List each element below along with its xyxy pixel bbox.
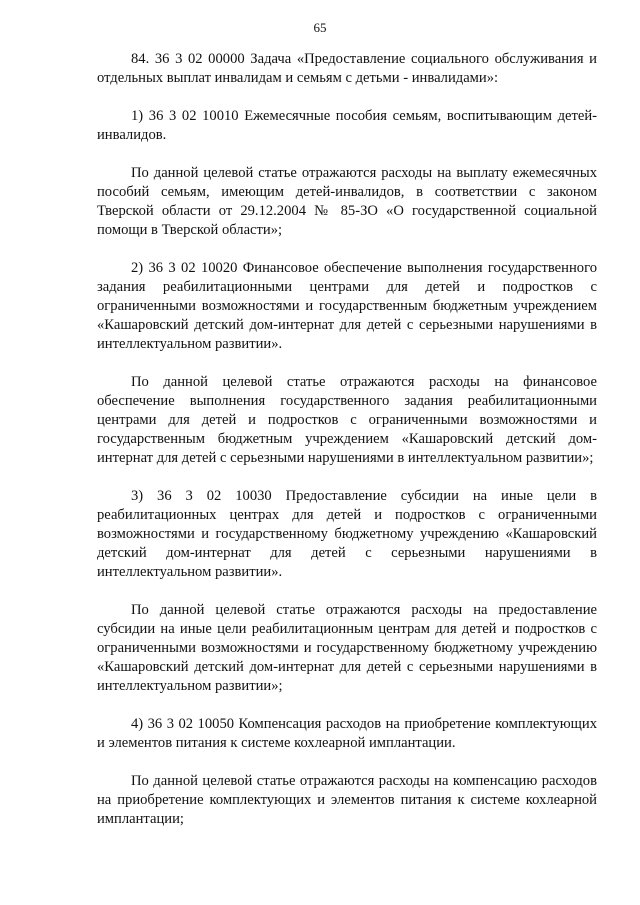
page-number: 65 bbox=[313, 20, 327, 35]
document-body bbox=[97, 50, 597, 848]
paragraph-item-3: 3) 36 3 02 10030 Предоставление субсидии на иные цели в реабилитационных центрах для детей и подростков с ограниченными возможностями и государственному бюджетному учреждению «Кашаровский детский дом-интернат для детей с серьезными нарушениями в интеллектуальном развитии». bbox=[97, 488, 597, 580]
paragraph-item-4-description: По данной целевой статье отражаются расходы на компенсацию расходов на приобретение комплектующих и элементов питания к системе кохлеарной имплантации; bbox=[97, 773, 597, 827]
paragraph-item-1: 1) 36 3 02 10010 Ежемесячные пособия семьям, воспитывающим детей-инвалидов. bbox=[97, 108, 597, 143]
paragraph-item-3-description: По данной целевой статье отражаются расходы на предоставление субсидии на иные цели реабилитационным центрам для детей и подростков с ограниченными возможностями и государственному бюджетному учреждению «Кашаровский детский дом-интернат для детей с серьезными нарушениями в интеллектуальном развитии»; bbox=[97, 602, 597, 694]
paragraph-task-84: 84. 36 3 02 00000 Задача «Предоставление социального обслуживания и отдельных выплат инвалидам и семьям с детьми - инвалидами»: bbox=[97, 51, 597, 86]
paragraph-item-4: 4) 36 3 02 10050 Компенсация расходов на приобретение комплектующих и элементов питания к системе кохлеарной имплантации. bbox=[97, 716, 597, 751]
paragraph-item-1-description: По данной целевой статье отражаются расходы на выплату ежемесячных пособий семьям, имеющим детей-инвалидов, в соответствии с законом Тверской области от 29.12.2004 № 85-ЗО «О государственной социальной помощи в Тверской области»; bbox=[97, 165, 597, 238]
paragraph-item-2-description: По данной целевой статье отражаются расходы на финансовое обеспечение выполнения государственного задания реабилитационными центрами для детей и подростков с ограниченными возможностями и государственным бюджетным учреждением «Кашаровский детский дом-интернат для детей с серьезными нарушениями в интеллектуальном развитии»; bbox=[97, 374, 597, 466]
paragraph-item-2: 2) 36 3 02 10020 Финансовое обеспечение выполнения государственного задания реабилитационными центрами для детей и подростков с ограниченными возможностями и государственным бюджетным учреждением «Кашаровский детский дом-интернат для детей с серьезными нарушениями в интеллектуальном развитии». bbox=[97, 260, 597, 352]
